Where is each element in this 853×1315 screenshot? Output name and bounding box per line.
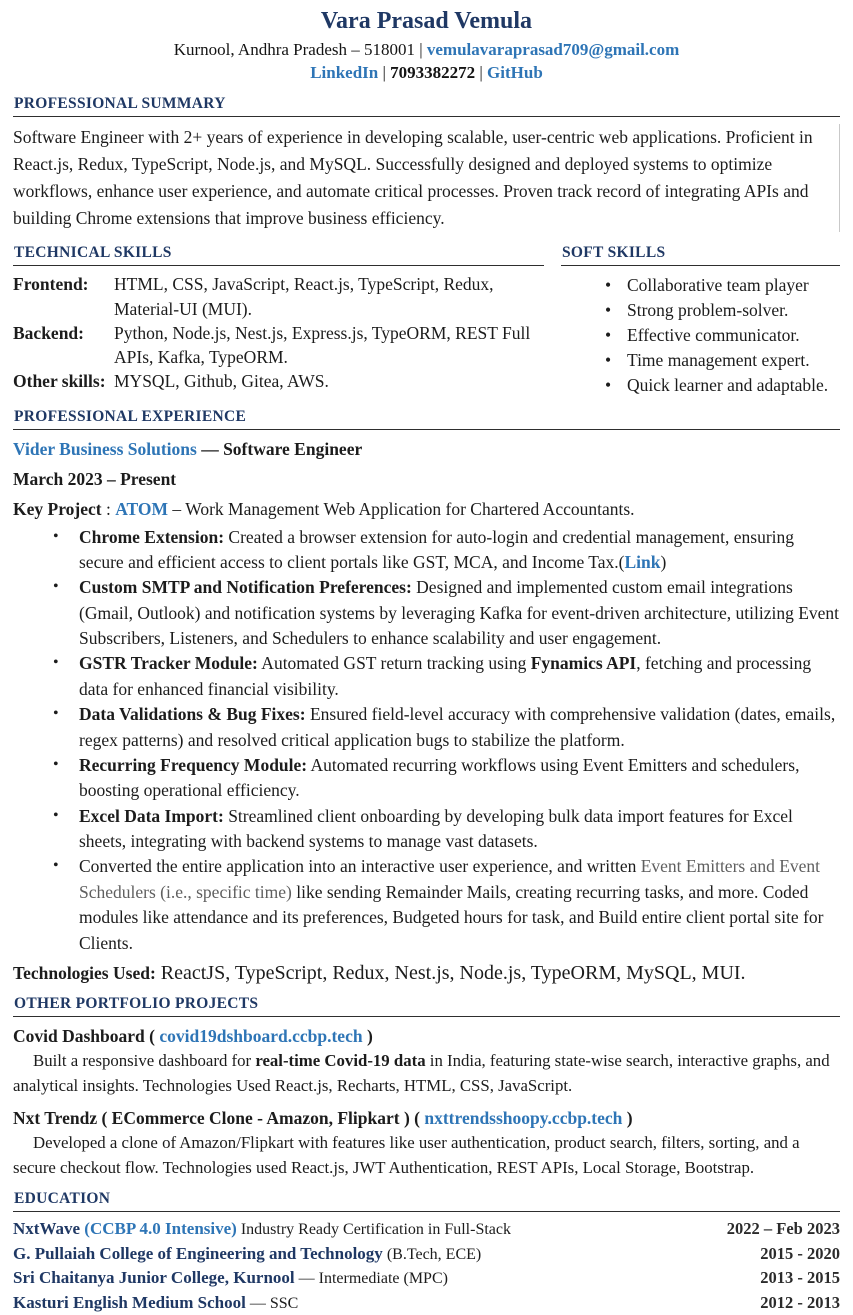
key-project-label: Key Project: [13, 498, 102, 519]
phone-number: 7093382272: [390, 62, 476, 82]
education-dates: 2015 - 2020: [760, 1243, 840, 1263]
bullet-text: ): [660, 551, 667, 572]
technologies-used-label: Technologies Used:: [13, 962, 156, 983]
bullet-muted-text: Event Emitters and Event Schedulers (i.e., specific time): [79, 856, 821, 902]
separator: |: [414, 40, 427, 59]
project-url-link[interactable]: covid19dshboard.ccbp.tech: [159, 1025, 363, 1046]
education-entry: [13, 1291, 298, 1315]
education-dates: 2022 – Feb 2023: [726, 1219, 840, 1239]
skill-label: Backend:: [13, 322, 84, 343]
bullet-lead: GSTR Tracker Module:: [79, 653, 258, 674]
job-role: Software Engineer: [223, 438, 363, 459]
education-institution: G. Pullaiah College of Engineering and Technology: [13, 1243, 383, 1263]
section-title-other-portfolio-projects: OTHER PORTFOLIO PROJECTS: [13, 995, 840, 1017]
education-entry: [13, 1217, 511, 1241]
education-institution: Kasturi English Medium School: [13, 1292, 246, 1312]
project-title: [13, 1026, 840, 1047]
bullet-inline-link[interactable]: Link: [624, 551, 661, 572]
skill-row-backend: [13, 321, 544, 369]
bullet-text: Automated GST return tracking using: [257, 653, 531, 674]
experience-bullet: [79, 575, 840, 651]
education-detail: (B.Tech, ECE): [382, 1245, 482, 1263]
education-detail: Industry Ready Certification in Full-Stack: [236, 1221, 511, 1239]
separator: |: [378, 62, 391, 82]
contact-line-2: [13, 62, 840, 85]
soft-skill-item: • Collaborative team player: [603, 273, 840, 298]
technologies-used-line: [13, 962, 840, 985]
project-name: ): [622, 1107, 633, 1128]
education-entry: [13, 1242, 481, 1266]
bullet-text: Created a browser extension for auto-login and credential management, ensuring secure and efficient access to client portals like GST, MCA, and Income Tax.(: [79, 526, 795, 572]
bullet-text: Automated recurring workflows using Event Emitters and schedulers, boosting operational efficiency.: [79, 754, 800, 801]
project-desc-bold-text: real-time Covid-19 data: [255, 1050, 426, 1070]
education-detail: — Intermediate (MPC): [294, 1270, 448, 1288]
education-institution: Sri Chaitanya Junior College, Kurnool: [13, 1268, 295, 1288]
skill-row-frontend: [13, 272, 544, 320]
project-nxt-trendz: [13, 1108, 840, 1181]
project-desc-text: Developed a clone of Amazon/Flipkart with features like user authentication, product search, filters, sorting, and a secure checkout flow. Technologies used React.js, JWT Authentication, REST APIs, Local Storage, Bootstrap.: [13, 1132, 800, 1177]
key-project-description: – Work Management Web Application for Chartered Accountants.: [168, 498, 635, 519]
technologies-used-value: ReactJS, TypeScript, Redux, Nest.js, Node.js, TypeORM, MySQL, MUI.: [155, 961, 746, 984]
soft-skills-column: [561, 234, 840, 397]
skill-row-other: [13, 369, 544, 393]
bullet-lead: Excel Data Import:: [79, 805, 224, 826]
bullet-lead: Custom SMTP and Notification Preferences:: [79, 577, 412, 598]
education-dates: 2012 - 2013: [760, 1292, 840, 1312]
linkedin-link[interactable]: LinkedIn: [310, 62, 379, 82]
education-program-link[interactable]: (CCBP 4.0 Intensive): [84, 1219, 237, 1239]
employment-dates: March 2023 – Present: [13, 468, 177, 489]
soft-skill-item: • Effective communicator.: [603, 323, 840, 348]
soft-skills-list: [561, 273, 840, 397]
education-row-junior-college: [13, 1266, 840, 1290]
skill-label: Other skills:: [13, 370, 106, 391]
bullet-text: Streamlined client onboarding by developing bulk data import features for Excel sheets, integrating with backend systems to manage vast datasets.: [79, 805, 793, 852]
contact-line-1: [13, 39, 840, 62]
separator: |: [475, 62, 488, 82]
experience-bullets: [13, 525, 840, 956]
company-role-line: [13, 439, 840, 460]
candidate-name: Vara Prasad Vemula: [320, 8, 533, 34]
experience-bullet: [79, 854, 840, 956]
education-dates: 2013 - 2015: [760, 1268, 840, 1288]
education-row-college: [13, 1242, 840, 1266]
dash-separator: —: [196, 438, 224, 459]
experience-bullet: [79, 525, 840, 576]
project-name: Nxt Trendz ( ECommerce Clone - Amazon, Flipkart ) (: [13, 1107, 425, 1128]
section-title-professional-experience: PROFESSIONAL EXPERIENCE: [13, 408, 840, 430]
skill-value: HTML, CSS, JavaScript, React.js, TypeScript, Redux, Material-UI (MUI).: [114, 274, 494, 319]
bullet-text: Converted the entire application into an interactive user experience, and written: [79, 856, 641, 877]
project-url-link[interactable]: nxttrendsshoopy.ccbp.tech: [424, 1107, 623, 1128]
skills-section: [13, 234, 840, 397]
section-title-technical-skills: TECHNICAL SKILLS: [13, 244, 544, 266]
skill-value: Python, Node.js, Nest.js, Express.js, TypeORM, REST Full APIs, Kafka, TypeORM.: [114, 322, 531, 367]
company-link[interactable]: Vider Business Solutions: [13, 438, 197, 459]
section-title-soft-skills: SOFT SKILLS: [561, 244, 840, 266]
colon-separator: :: [101, 498, 116, 519]
project-name: ): [362, 1025, 373, 1046]
education-detail: — SSC: [245, 1294, 299, 1312]
experience-bullet: [79, 651, 840, 702]
project-name: Covid Dashboard (: [13, 1025, 160, 1046]
bullet-bold-text: Fynamics API: [530, 653, 637, 674]
project-title: [13, 1108, 840, 1129]
project-description: [13, 1049, 840, 1099]
project-covid-dashboard: [13, 1026, 840, 1099]
section-title-professional-summary: PROFESSIONAL SUMMARY: [13, 95, 840, 117]
project-desc-text: Built a responsive dashboard for: [33, 1050, 256, 1070]
soft-skill-item: • Strong problem-solver.: [603, 298, 840, 323]
bullet-lead: Chrome Extension:: [79, 526, 225, 547]
bullet-text: Ensured field-level accuracy with comprehensive validation (dates, emails, regex patterns) and resolved critical application bugs to stabilize the platform.: [79, 704, 836, 750]
bullet-lead: Data Validations & Bug Fixes:: [79, 704, 306, 725]
experience-bullet: [79, 702, 840, 753]
key-project-line: [13, 499, 840, 520]
technical-skills-rows: [13, 272, 544, 393]
bullet-text: like sending Remainder Mails, creating recurring tasks, and more. Coded modules like attendance and its preferences, Budgeted hours for task, and Build entire client portal site for Clients.: [79, 881, 824, 953]
education-row-nxtwave: [13, 1217, 840, 1241]
bullet-text: Designed and implemented custom email integrations (Gmail, Outlook) and notification systems by leveraging Kafka for event-driven architecture, utilizing Event Subscribers, Listeners, and Schedulers to enhance scalability and user engagement.: [79, 577, 840, 649]
bullet-lead: Recurring Frequency Module:: [79, 754, 308, 775]
education-entry: [13, 1266, 448, 1290]
project-description: [13, 1131, 840, 1181]
location-text: Kurnool, Andhra Pradesh – 518001: [173, 40, 415, 59]
soft-skill-item: • Time management expert.: [603, 348, 840, 373]
email-link[interactable]: vemulavaraprasad709@gmail.com: [426, 40, 680, 59]
education-rows: [13, 1217, 840, 1315]
project-desc-text: in India, featuring state-wise search, interactive graphs, and analytical insights. Technologies Used React.js, Recharts, HTML, CSS, JavaScript.: [13, 1050, 830, 1095]
technical-skills-column: [13, 234, 544, 397]
skill-value: MYSQL, Github, Gitea, AWS.: [114, 370, 329, 391]
professional-summary-text: Software Engineer with 2+ years of experience in developing scalable, user-centric web applications. Proficient in React.js, Redux, TypeScript, Node.js, and MySQL. Successfully designed and deployed systems to optimize workflows, enhance user experience, and automate critical processes. Proven track record of integrating APIs and building Chrome extensions that improve business efficiency.: [13, 124, 840, 233]
bullet-text: , fetching and processing data for enhanced financial visibility.: [79, 653, 812, 699]
education-institution: NxtWave: [13, 1219, 85, 1239]
resume-header: [13, 8, 840, 85]
experience-bullet: [79, 753, 840, 804]
github-link[interactable]: GitHub: [487, 62, 543, 82]
experience-bullet: [79, 804, 840, 855]
soft-skill-item: • Quick learner and adaptable.: [603, 373, 840, 398]
skill-label: Frontend:: [13, 274, 89, 295]
section-title-education: EDUCATION: [13, 1190, 840, 1212]
atom-project-link[interactable]: ATOM: [115, 498, 169, 519]
education-row-school: [13, 1291, 840, 1315]
